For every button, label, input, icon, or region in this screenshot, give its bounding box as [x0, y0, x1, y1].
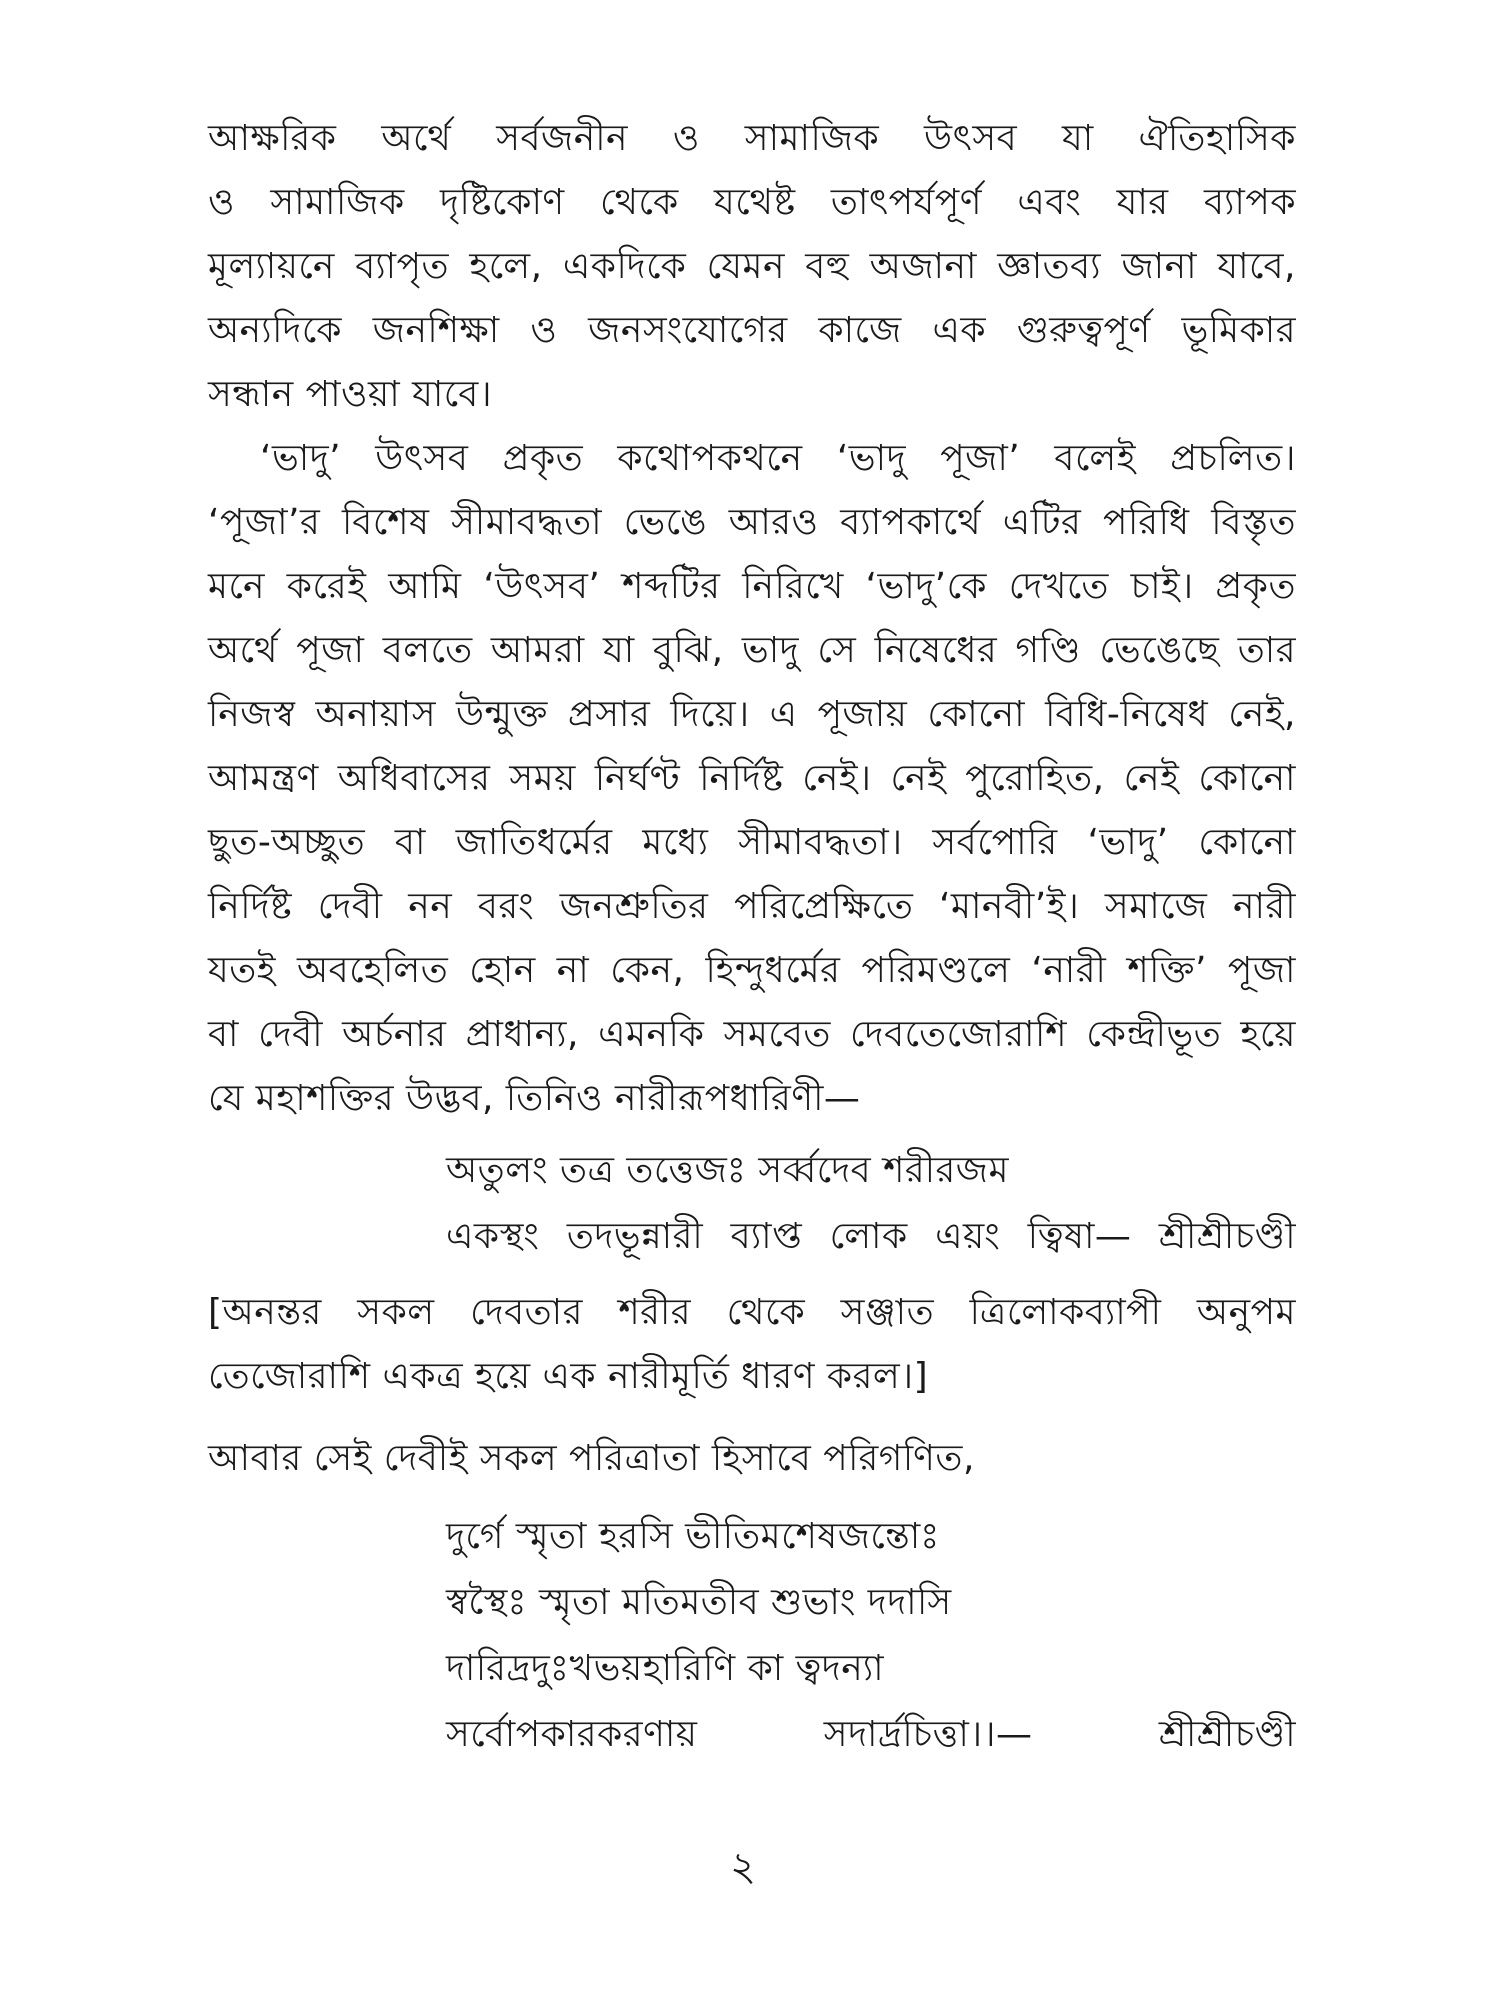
verse-2-line-2: স্বস্থৈঃ স্মৃতা মতিমতীব শুভাং দদাসি	[446, 1582, 952, 1623]
paragraph-2-line-10: বা দেবী অর্চনার প্রাধান্য, এমনকি সমবেত দেবতেজোরাশি কেন্দ্রীভূত হয়ে	[208, 1014, 1296, 1055]
paragraph-1-line-4: অন্যদিকে জনশিক্ষা ও জনসংযোগের কাজে এক গুরুত্বপূর্ণ ভূমিকার	[208, 310, 1296, 351]
verse-2-line-3: দারিদ্রদুঃখভয়হারিণি কা ত্বদন্যা	[446, 1648, 885, 1689]
paragraph-1-line-5: সন্ধান পাওয়া যাবে।	[208, 374, 493, 415]
paragraph-1-line-2: ও সামাজিক দৃষ্টিকোণ থেকে যথেষ্ট তাৎপর্যপূর্ণ এবং যার ব্যাপক	[208, 182, 1296, 223]
verse-2-line-4: সর্বোপকারকরণায় সদার্দ্রচিত্তা।।— শ্রীশ্রীচণ্ডী	[446, 1714, 1296, 1755]
paragraph-2-line-7: ছুত-অচ্ছুত বা জাতিধর্মের মধ্যে সীমাবদ্ধতা। সর্বপোরি ‘ভাদু’ কোনো	[208, 822, 1296, 863]
verse-1-line-2: একস্থং তদভূন্নারী ব্যাপ্ত লোক এয়ং ত্বিষা— শ্রীশ্রীচণ্ডী	[446, 1216, 1296, 1257]
paragraph-2-line-8: নির্দিষ্ট দেবী নন বরং জনশ্রুতির পরিপ্রেক্ষিতে ‘মানবী’ই। সমাজে নারী	[208, 886, 1296, 927]
paragraph-2-line-11: যে মহাশক্তির উদ্ভব, তিনিও নারীরূপধারিণী—	[208, 1078, 861, 1119]
paragraph-2-line-2: ‘পূজা’র বিশেষ সীমাবদ্ধতা ভেঙে আরও ব্যাপকার্থে এটির পরিধি বিস্তৃত	[208, 502, 1296, 543]
paragraph-2-line-6: আমন্ত্রণ অধিবাসের সময় নির্ঘণ্ট নির্দিষ্ট নেই। নেই পুরোহিত, নেই কোনো	[208, 758, 1296, 799]
translation-line-1: [অনন্তর সকল দেবতার শরীর থেকে সঞ্জাত ত্রিলোকব্যাপী অনুপম	[208, 1292, 1296, 1333]
paragraph-2-line-3: মনে করেই আমি ‘উৎসব’ শব্দটির নিরিখে ‘ভাদু’কে দেখতে চাই। প্রকৃত	[208, 566, 1296, 607]
verse-1-line-1: অতুলং তত্র তত্তেজঃ সর্ব্বদেব শরীরজম	[446, 1150, 1009, 1191]
paragraph-2-line-1: ‘ভাদু’ উৎসব প্রকৃত কথোপকথনে ‘ভাদু পূজা’ বলেই প্রচলিত।	[260, 438, 1296, 479]
verse-2-line-1: দুর্গে স্মৃতা হরসি ভীতিমশেষজন্তোঃ	[446, 1516, 940, 1557]
paragraph-1-line-1: আক্ষরিক অর্থে সর্বজনীন ও সামাজিক উৎসব যা ঐতিহাসিক	[208, 118, 1296, 159]
paragraph-1-line-3: মূল্যায়নে ব্যাপৃত হলে, একদিকে যেমন বহু অজানা জ্ঞাতব্য জানা যাবে,	[208, 246, 1296, 287]
paragraph-2-line-5: নিজস্ব অনায়াস উন্মুক্ত প্রসার দিয়ে। এ পূজায় কোনো বিধি-নিষেধ নেই,	[208, 694, 1296, 735]
paragraph-3-line-1: আবার সেই দেবীই সকল পরিত্রাতা হিসাবে পরিগণিত,	[208, 1438, 975, 1479]
paragraph-2-line-4: অর্থে পূজা বলতে আমরা যা বুঝি, ভাদু সে নিষেধের গণ্ডি ভেঙেছে তার	[208, 630, 1296, 671]
page-number: ২	[730, 1844, 757, 1890]
translation-line-2: তেজোরাশি একত্র হয়ে এক নারীমূর্তি ধারণ করল।]	[208, 1356, 929, 1397]
paragraph-2-line-9: যতই অবহেলিত হোন না কেন, হিন্দুধর্মের পরিমণ্ডলে ‘নারী শক্তি’ পূজা	[208, 950, 1296, 991]
